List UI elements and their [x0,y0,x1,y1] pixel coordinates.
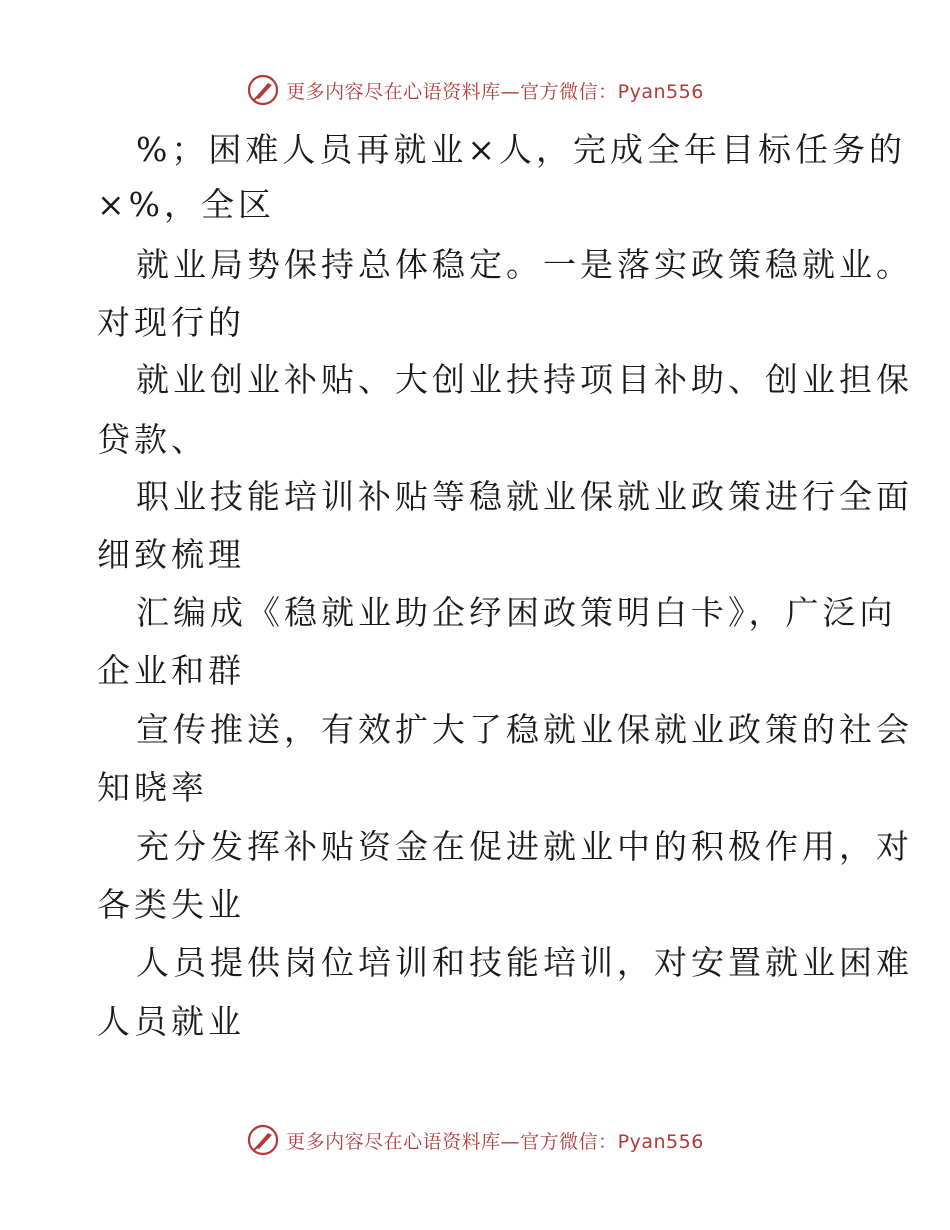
text-line: 就业创业补贴、大创业扶持项目补助、创业担保 [136,360,913,399]
text-line: ×%，全区 [97,185,276,224]
text-line: 宣传推送，有效扩大了稳就业保就业政策的社会 [136,710,913,749]
text-line: 贷款、 [97,420,208,459]
footer-watermark-banner [0,1120,950,1160]
text-line: 职业技能培训补贴等稳就业保就业政策进行全面 [136,477,913,516]
feather-pen-logo-icon [246,73,280,107]
text-line: 汇编成《稳就业助企纾困政策明白卡》，广泛向 [136,593,897,632]
text-line: 知晓率 [97,768,208,807]
text-line: 细致梳理 [97,535,245,574]
text-line: %；困难人员再就业×人，完成全年目标任务的 [136,130,907,169]
banner-text: 更多内容尽在心语资料库—官方微信：Pyan556 [286,80,704,103]
text-line: 各类失业 [97,885,245,924]
feather-pen-logo-icon [246,1123,280,1157]
text-line: 就业局势保持总体稳定。一是落实政策稳就业。 [136,245,913,284]
text-line: 充分发挥补贴资金在促进就业中的积极作用，对 [136,827,913,866]
text-line: 企业和群 [97,651,245,690]
text-line: 人员提供岗位培训和技能培训，对安置就业困难 [136,943,913,982]
banner-text: 更多内容尽在心语资料库—官方微信：Pyan556 [286,1130,704,1153]
text-line: 对现行的 [97,303,245,342]
text-line: 人员就业 [97,1002,245,1041]
header-watermark-banner [0,70,950,110]
